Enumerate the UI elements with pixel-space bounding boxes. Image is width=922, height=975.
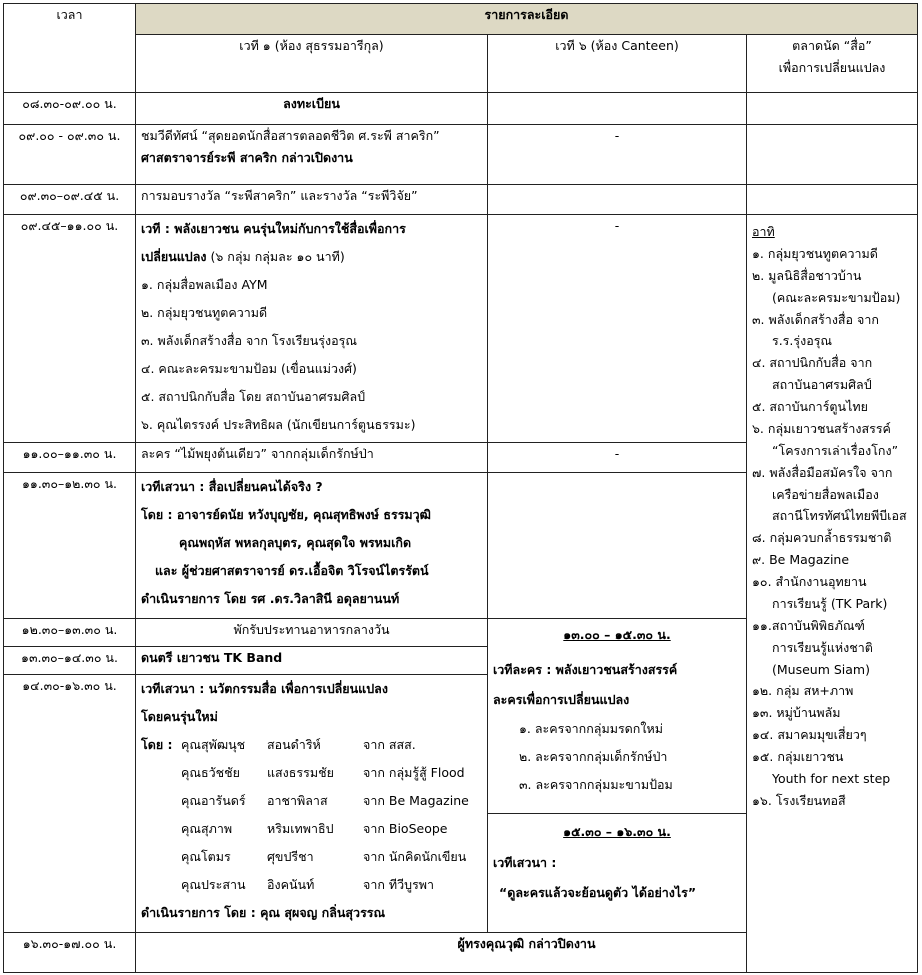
market-title: อาทิ [752, 224, 775, 239]
row-time: ๐๙.๓๐–๐๙.๔๕ น. [4, 185, 136, 215]
market-item: ๑๒. กลุ่ม สห+ภาพ [752, 683, 854, 699]
stage2-time1: ๑๓.๐๐ – ๑๕.๓๐ น. [563, 627, 671, 642]
row-time: ๑๒.๓๐–๑๓.๓๐ น. [4, 619, 136, 647]
empty-cell [488, 473, 747, 619]
market-item: Youth for next step [772, 770, 891, 786]
forum-title: เวที : พลังเยาวชน คนรุ่นใหม่กับการใช้สื่อเพื่อการ [141, 221, 406, 236]
market-item: ๓. พลังเด็กสร้างสื่อ จาก [752, 311, 879, 327]
table-row [4, 125, 918, 185]
panelist-first: คุณสุภาพ [181, 821, 233, 836]
market-item: ๖. กลุ่มเยาวชนสร้างสรรค์ [752, 420, 891, 436]
list-item: ๒. ละครจากกลุ่มเด็กรักษ์ป่า [519, 749, 668, 764]
stage2-afternoon [488, 619, 747, 933]
forum-subtitle-bold: เปลี่ยนแปลง [141, 249, 207, 264]
list-item: ๔. คณะละครมะขามป้อม (เขื่อนแม่วงศ์) [141, 361, 357, 376]
row-time: ๐๙.๔๕–๑๑.๐๐ น. [4, 215, 136, 443]
stage2-cell: - [488, 443, 747, 473]
list-item: ๓. พลังเด็กสร้างสื่อ จาก โรงเรียนรุ่งอรุณ [141, 333, 357, 348]
closing-text: ผู้ทรงคุณวุฒิ กล่าวปิดงาน [136, 933, 918, 973]
row-text [136, 473, 488, 619]
panelist-row [141, 787, 482, 815]
market-item: ๒. มูลนิธิสื่อชาวบ้าน [752, 267, 862, 283]
panelist-last: แสงธรรมชัย [267, 765, 334, 780]
row-time: ๐๘.๓๐-๐๙.๐๐ น. [4, 93, 136, 125]
market-item: ๔. สถาปนิกกับสื่อ จาก [752, 355, 873, 371]
panelist-first: คุณธวัชชัย [181, 765, 240, 780]
panelist-org: จาก BioSeope [363, 821, 448, 836]
market-item: ๑๑.สถาบันพิพิธภัณฑ์ [752, 617, 865, 633]
panelist-last: อาชาพิลาส [267, 793, 328, 808]
panelist-first: คุณโตมร [181, 849, 231, 864]
panelist-org: จาก กลุ่มรู้สู้ Flood [363, 765, 465, 780]
market-item: ๘. กลุ่มควบกล้ำธรรมชาติ [752, 530, 892, 546]
market-item: สถานีโทรทัศน์ไทยพีบีเอส [772, 508, 907, 524]
stage2-title: เวทีละคร : พลังเยาวชนสร้างสรรค์ [493, 662, 678, 677]
market-item: สถาบันอาศรมศิลป์ [772, 377, 872, 393]
stage2-header: เวที ๖ (ห้อง Canteen) [488, 35, 747, 93]
divider [488, 813, 746, 814]
market-item: ๑๓. หมู่บ้านพลัม [752, 705, 841, 721]
row-text: ลงทะเบียน [136, 93, 488, 125]
panelist-last: ศุขปรีชา [267, 849, 314, 864]
row-time: ๑๔.๓๐-๑๖.๓๐ น. [4, 675, 136, 933]
stage2-forum-title: เวทีเสวนา : [493, 855, 557, 870]
list-item: ๓. ละครจากกลุ่มมะขามป้อม [519, 777, 673, 792]
stage2-forum-topic: “ดูละครแล้วจะย้อนดูตัว ได้อย่างไร” [499, 885, 697, 900]
schedule-table [3, 3, 918, 973]
forum-subtitle: โดยคนรุ่นใหม่ [141, 709, 218, 724]
market-item: (Museum Siam) [772, 661, 870, 677]
forum-subtitle-note: (๖ กลุ่ม กลุ่มละ ๑๐ นาที) [206, 249, 345, 264]
market-item: “โครงการเล่าเรื่องโกง” [772, 442, 899, 458]
panelist-first: คุณประสาน [181, 877, 246, 892]
market-item: ๗. พลังสื่อมือสมัครใจ จาก [752, 464, 893, 480]
list-item: ๖. คุณไตรรงค์ ประสิทธิผล (นักเขียนการ์ตูนธรรมะ) [141, 417, 416, 432]
panelist-first: คุณสุพัฒนุช [181, 737, 246, 752]
panelist-row [141, 871, 482, 899]
list-item: ๑. ละครจากกลุ่มมรดกใหม่ [519, 721, 663, 736]
forum-title: เวทีเสวนา : นวัตกรรมสื่อ เพื่อการเปลี่ยนแปลง [141, 681, 388, 696]
market-item: (คณะละครมะขามป้อม) [772, 289, 901, 305]
market-item: การเรียนรู้ (TK Park) [772, 595, 888, 611]
market-item: เครือข่ายสื่อพลเมือง [772, 486, 879, 502]
empty-cell [488, 93, 747, 125]
time-header: เวลา [4, 4, 136, 93]
row-text: พักรับประทานอาหารกลางวัน [136, 619, 488, 647]
market-header-line1: ตลาดนัด “สื่อ” [792, 38, 872, 53]
stage1-header: เวที ๑ (ห้อง สุธรรมอารีกุล) [136, 35, 488, 93]
panelist-row [141, 843, 482, 871]
panelist-org: จาก นักคิดนักเขียน [363, 849, 467, 864]
market-item: ๙. Be Magazine [752, 552, 850, 568]
empty-cell [747, 125, 918, 185]
panelist-row [141, 731, 482, 759]
panelist-row [141, 759, 482, 787]
empty-cell [488, 185, 747, 215]
moderator-line: ดำเนินรายการ โดย รศ .ดร.วิลาสินี อดุลยานนท์ [141, 591, 400, 606]
panelist-org: จาก Be Magazine [363, 793, 469, 808]
list-item: ๑. กลุ่มสื่อพลเมือง AYM [141, 277, 268, 292]
market-item: ๑๔. สมาคมมุขเสี่ยวๆ [752, 727, 867, 743]
list-item: ๕. สถาปนิกกับสื่อ โดย สถาบันอาศรมศิลป์ [141, 389, 366, 404]
panelist-row [141, 815, 482, 843]
market-item: ๕. สถาบันการ์ตูนไทย [752, 399, 868, 414]
row-text: ดนตรี เยาวชน TK Band [136, 647, 488, 675]
stage2-time2: ๑๕.๓๐ – ๑๖.๓๐ น. [563, 824, 671, 839]
market-item: การเรียนรู้แห่งชาติ [772, 639, 873, 655]
table-row [4, 933, 918, 973]
market-item: ๑๕. กลุ่มเยาวชน [752, 749, 844, 764]
panelist-first: คุณอารันดร์ [181, 793, 246, 808]
market-item: ๑๖. โรงเรียนทอสี [752, 792, 846, 808]
speakers-line: โดย : อาจารย์ดนัย หวังบุญชัย, คุณสุทธิพงษ์ ธรรมวุฒิ [141, 507, 431, 522]
row-time: ๑๓.๓๐–๑๔.๓๐ น. [4, 647, 136, 675]
market-header [747, 35, 918, 93]
video-title: ชมวีดีทัศน์ “สุดยอดนักสื่อสารตลอดชีวิต ศ.ระพี สาคริก” [141, 128, 440, 143]
stage2-subtitle: ละครเพื่อการเปลี่ยนแปลง [493, 692, 630, 707]
market-list [747, 215, 918, 973]
row-time: ๐๙.๐๐ - ๐๙.๓๐ น. [4, 125, 136, 185]
forum-title: เวทีเสวนา : สื่อเปลี่ยนคนได้จริง ? [141, 479, 323, 494]
speakers-line: คุณพฤหัส พหลกุลบุตร, คุณสุดใจ พรหมเกิด [179, 535, 412, 550]
row-text [136, 675, 488, 933]
table-row [4, 215, 918, 443]
by-label: โดย : [141, 737, 173, 752]
row-text: การมอบรางวัล “ระพีสาคริก” และรางวัล “ระพีวิจัย” [136, 185, 488, 215]
row-time: ๑๖.๓๐-๑๗.๐๐ น. [4, 933, 136, 973]
panelist-last: หริมเทพาธิป [267, 821, 334, 836]
row-time: ๑๑.๐๐–๑๑.๓๐ น. [4, 443, 136, 473]
empty-cell [747, 93, 918, 125]
panelist-last: สอนดำริห์ [267, 737, 321, 752]
panelist-org: จาก สสส. [363, 737, 416, 752]
panelist-org: จาก ทีวีบูรพา [363, 877, 435, 892]
market-item: ร.ร.รุ่งอรุณ [772, 333, 833, 349]
row-text: ละคร “ไม้พยุงต้นเดียว” จากกลุ่มเด็กรักษ์ป่า [136, 443, 488, 473]
market-header-line2: เพื่อการเปลี่ยนแปลง [778, 59, 886, 75]
empty-cell [747, 185, 918, 215]
market-item: ๑. กลุ่มยุวชนทูตความดี [752, 245, 878, 261]
table-row [4, 93, 918, 125]
stage2-cell: - [488, 125, 747, 185]
speakers-line: และ ผู้ช่วยศาสตราจารย์ ดร.เอื้อจิต วิโรจน์ไตรรัตน์ [155, 563, 429, 578]
detail-header: รายการละเอียด [136, 4, 918, 35]
market-item: ๑๐. สำนักงานอุทยาน [752, 574, 867, 589]
row-time: ๑๑.๓๐–๑๒.๓๐ น. [4, 473, 136, 619]
table-row [4, 185, 918, 215]
moderator-line: ดำเนินรายการ โดย : คุณ สุผจญ กลิ่นสุวรรณ [141, 905, 386, 920]
stage2-cell: - [488, 215, 747, 443]
forum-subtitle [141, 243, 482, 271]
opening-speech: ศาสตราจารย์ระพี สาคริก กล่าวเปิดงาน [141, 149, 353, 165]
row-text [136, 215, 488, 443]
row-text [136, 125, 488, 185]
panelist-last: อิงคนันท์ [267, 877, 315, 892]
list-item: ๒. กลุ่มยุวชนทูตความดี [141, 305, 268, 320]
